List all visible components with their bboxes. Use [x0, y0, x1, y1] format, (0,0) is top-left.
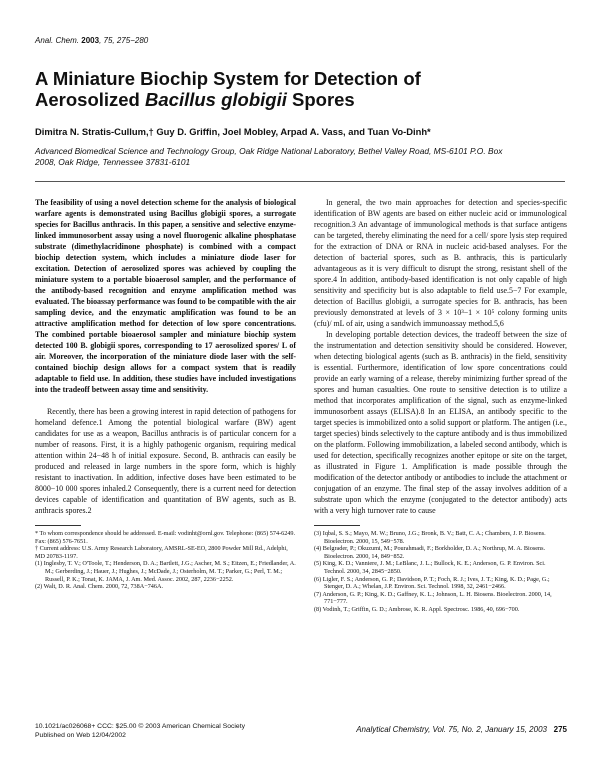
header-divider	[35, 181, 565, 182]
footnote-divider	[35, 525, 81, 526]
reference-divider	[314, 525, 360, 526]
reference-3: (3) Iqbal, S. S.; Mayo, M. W.; Bruno, J.G.; Bronk, B. V.; Batt, C. A.; Chambers, J. P. Biosens. Bioelectron. 2000, 15, 549−578.	[314, 530, 546, 545]
author-list: Dimitra N. Stratis-Cullum,† Guy D. Griffin, Joel Mobley, Arpad A. Vass, and Tuan Vo-Dinh*	[35, 126, 431, 137]
journal-name: Anal. Chem.	[35, 36, 80, 45]
publication-info	[35, 723, 245, 740]
affiliation: Advanced Biomedical Science and Technology Group, Oak Ridge National Laboratory, Bethel Valley Road, MS-6101 P.O. Box 2008, Oak Ridge, Tennessee 37831-6101	[35, 146, 503, 167]
page-number: 275	[553, 725, 567, 734]
journal-reference	[35, 36, 148, 45]
title-line-1: A Miniature Biochip System for Detection of	[35, 68, 421, 89]
reference-5: (5) King, K. D.; Vanniere, J. M.; LeBlanc, J. L.; Bullock, K. E.; Anderson, G. P. Environ. Sci. Technol. 2000, 34, 2845−2850.	[314, 560, 546, 575]
journal-year: 2003	[81, 36, 100, 45]
intro-paragraph-3: In developing portable detection devices, the tradeoff between the size of the instrumentation and detection sensitivity should be considered. However, when detecting biological agents (such as B. anthracis) in the field, sensitivity is essential. Furthermore, identification of low spore concentrations could provide an early warning of a release, thereby minimizing further spread of the spores and human casualties. One route to sensitive detection is to utilize a method that incorporates amplification of the signal, such as enzyme-linked immunosorbent assays (ELISA).8 In an ELISA, an antibody specific to the target species is immobilized onto a solid support or platform. The antigen (i.e., target species) binds selectively to the capture antibody and is thus immobilized on the platform. Following immobilization, a labeled second antibody, which is used for detection, specifically recognizes another epitope or site on the target, as illustrated in Figure 1. Amplification is made possible through the modification of the detector antibody or antibodies to include the attachment or conjugation of an enzyme. The final step of the assay involves addition of a substrate upon which the enzyme (conjugated to the detector antibody) acts with a very high turnover rate to cause	[314, 330, 567, 515]
journal-footer: Analytical Chemistry, Vol. 75, No. 2, January 15, 2003	[356, 725, 547, 734]
reference-2: (2) Walt, D. R. Anal. Chem. 2000, 72, 738A−746A.	[35, 583, 163, 591]
title-line-2-prefix: Aerosolized	[35, 89, 145, 110]
reference-6: (6) Ligler, F. S.; Anderson, G. P.; Davidson, P. T.; Foch, R. J.; Ives, J. T.; King, K. D.; Page, G.; Stenger, D. A.; Whelan, J.P. Environ. Sci. Technol. 1998, 32, 2461−2466.	[314, 575, 550, 591]
reference-7: (7) Anderson, G. P.; King, K. D.; Gaffney, K. L.; Johnson, L. H. Biosens. Bioelectron. 2000, 14, 771−777.	[314, 590, 552, 606]
published-date: Published on Web 12/04/2002	[35, 731, 126, 739]
intro-paragraph-2: In general, the two main approaches for detection and species-specific identification of BW agents are based on either nucleic acid or immunological recognition.3 An advantage of immunological methods is that surface antigens can be targeted, thereby eliminating the need for a cell/ spore lysis step required for the extraction of DNA or RNA in nucleic acid-based analyses. For the detection of bacterial spores, such as B. anthracis, this is particularly advantageous as it is very difficult to disrupt the strong, resistant shell of the spore.4 In addition, antibody-based identification is not only capable of high sensitivity and specificity but is also adaptable to field use.5−7 For example, detection of Bacillus globigii, a surrogate species for B. anthracis, has been previously demonstrated at levels of 3 × 10³−1 × 10⁵ colony forming units (cfu)/ mL of air, using a sandwich immunoassay method.5,6	[314, 198, 567, 328]
title-line-2-suffix: Spores	[286, 89, 355, 110]
abstract: The feasibility of using a novel detection scheme for the analysis of biological warfare agents is demonstrated using Bacillus globigii spores, a surrogate species for Bacillus anthracis. In this paper, a sensitive and selective enzyme-linked immunosorbent assay using a novel fluorogenic alkaline phosphatase substrate (dimethylacridinone phosphate) is combined with a compact biochip detection system, which includes a miniature diode laser for excitation. Detection of aerosolized spores was achieved by coupling the miniature system to a portable bioaerosol sampler, and the performance of the antibody-based recognition and enzyme amplification method was evaluated. The bioassay performance was found to be compatible with the air sampling device, and the enzymatic amplification was found to be an attractive amplification method for detection of low spore concentrations. The combined portable bioaerosol sampler and miniature biochip system detected 100 B. globigii spores, corresponding to 17 aerosolized spores/ L of air. Moreover, the incorporation of the miniature diode laser with the self-contained biochip design allows for a compact system that is readily adaptable to field use. In addition, these studies have included investigations into the tradeoff between assay time and sensitivity.	[35, 198, 296, 394]
left-column	[35, 197, 296, 591]
journal-volume-pages: , 75, 275−280	[99, 36, 149, 45]
paper-title	[35, 68, 535, 110]
title-species: Bacillus globigii	[145, 89, 287, 110]
reference-8: (8) Vodinh, T.; Griffin, G. D.; Ambrose, K. R. Appl. Spectrosc. 1986, 40, 696−700.	[314, 605, 520, 613]
reference-4: (4) Belgrader, P.; Okuzumi, M.; Pourahmadi, F.; Borkholder, D. A.; Northrup, M. A. Biosens. Bioelectron. 2000, 14, 849−852.	[314, 545, 546, 560]
page-footer	[338, 725, 567, 734]
correspondence-footnote: * To whom correspondence should be addressed. E-mail: vodinht@ornl.gov. Telephone: (865) 574-6249. Fax: (865) 576-7651.	[35, 530, 296, 545]
doi-line: 10.1021/ac026068+ CCC: $25.00 © 2003 American Chemical Society	[35, 723, 245, 730]
right-column	[314, 197, 567, 614]
reference-1: (1) Inglesby, T. V.; O'Toole, T.; Henderson, D. A.; Bartlett, J.G.; Ascher, M. S.; Eitzen, E.; Friedlander, A. M.; Gerberding, J.; Hauer, J.; Hughes, J.; McDade, J.; Osterholm, M. T.; Parker, G.; Perl, T. M.; Russell, P. K.; Tonat, K. JAMA, J. Am. Med. Assoc. 2002, 287, 2236−2252.	[35, 560, 296, 583]
current-address-footnote: † Current address: U.S. Army Research Laboratory, AMSRL-SE-EO, 2800 Powder Mill Rd., Adelphi, MD 20783-1197.	[35, 545, 288, 560]
intro-paragraph-1: Recently, there has been a growing interest in rapid detection of pathogens for homeland defence.1 Among the potential biological warfare (BW) agent candidates for use as a weapon, Bacillus anthracis is of particular concern for a number of reasons. First, it is a highly pathogenic organism, requiring medical attention within 24−48 h of initial exposure. Second, B. anthracis can easily be produced and released in large numbers in the spore form, which is highly resistant to inactivation. In addition, infective doses have been estimated to be 8000−10 000 spores inhaled.2 Consequently, there is a current need for detection devices capable of identification and quantitation of BW agents, such as B. anthracis spores.2	[35, 407, 296, 515]
